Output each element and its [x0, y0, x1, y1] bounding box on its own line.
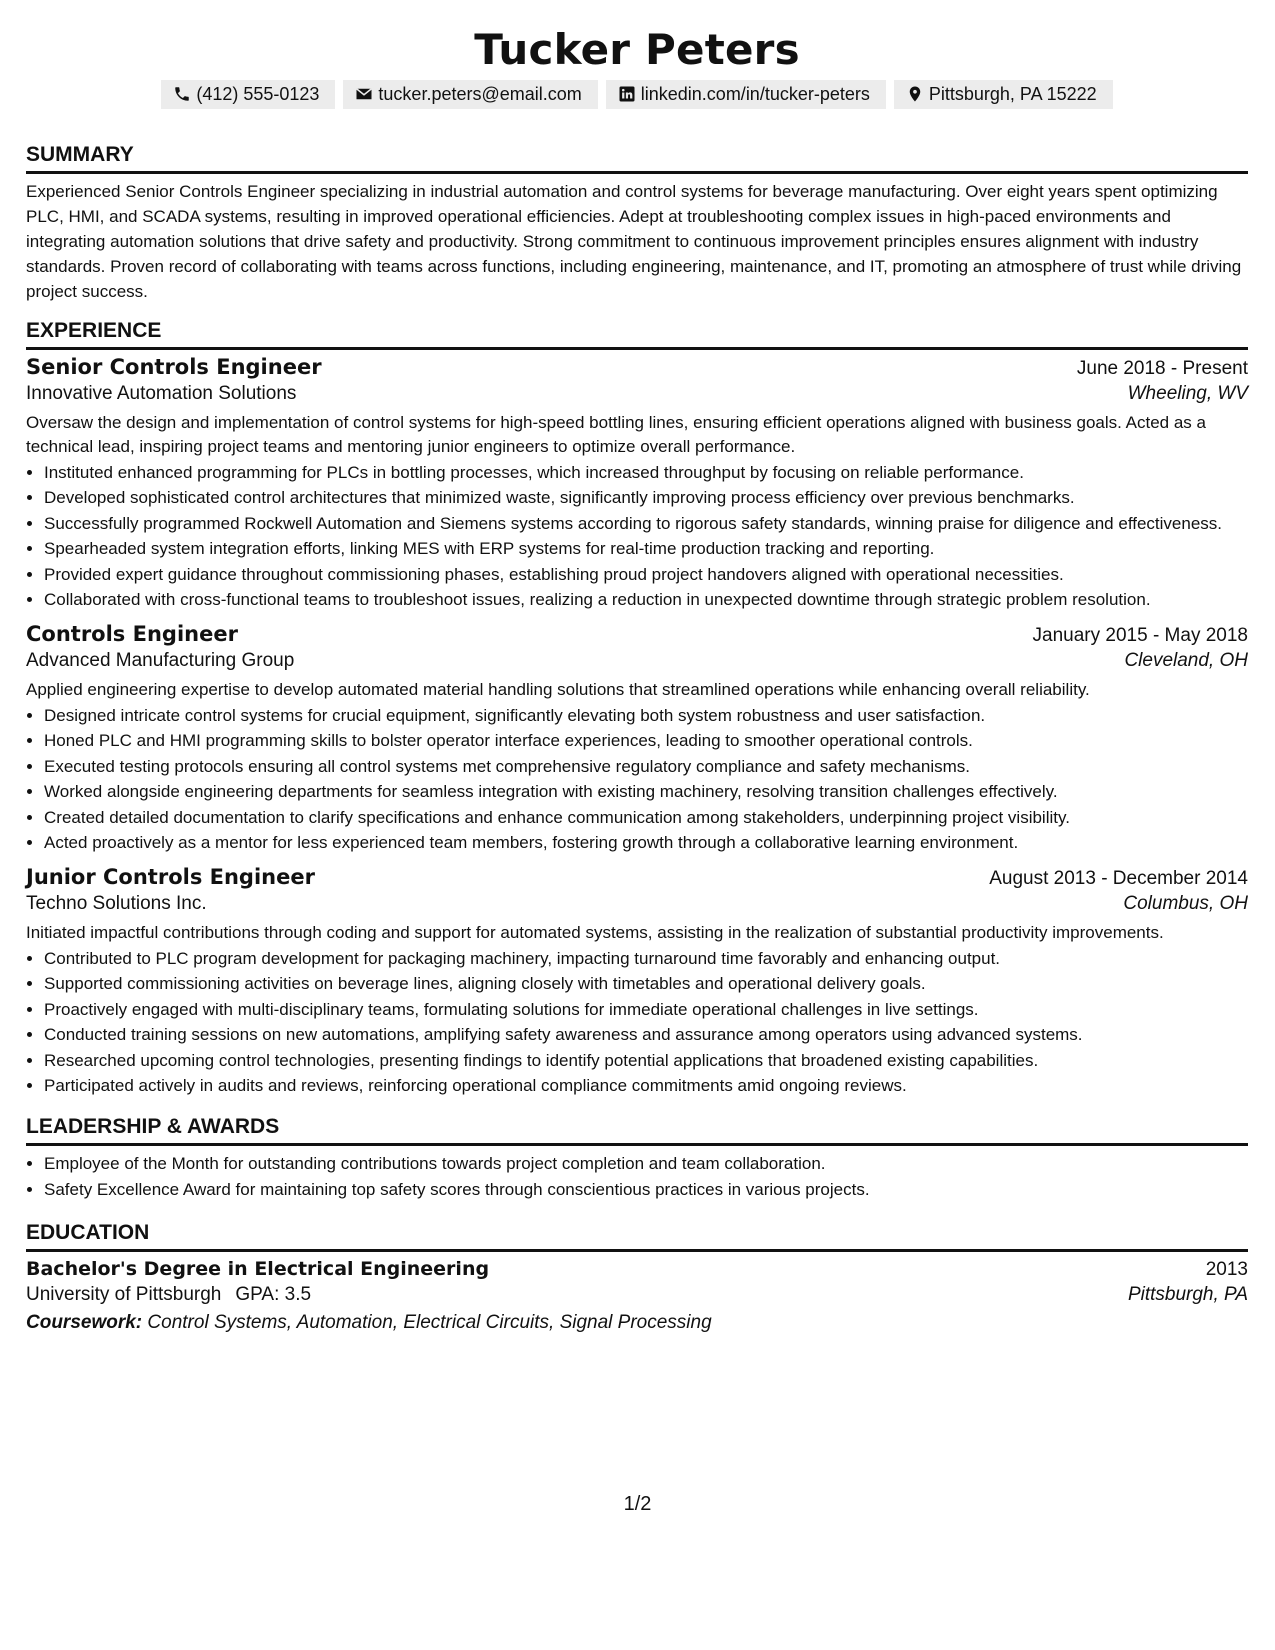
list-item: • Instituted enhanced programming for PLCs in bottling processes, which increased throughput by focusing on reliable performance.	[44, 461, 1248, 485]
job-title: Controls Engineer	[26, 622, 238, 646]
job-bullets	[26, 461, 1248, 613]
job-description: Applied engineering expertise to develop automated material handling solutions that streamlined operations while enhancing overall reliability.	[26, 680, 1090, 699]
contact-location	[894, 80, 1113, 109]
list-item: • Spearheaded system integration efforts, linking MES with ERP systems for real-time production tracking and reporting.	[44, 537, 1248, 561]
school-location: Pittsburgh, PA	[1127, 1283, 1248, 1305]
job-entry	[26, 622, 1248, 855]
job-bullets	[26, 704, 1248, 856]
school-line	[26, 1284, 311, 1306]
job-entry	[26, 865, 1248, 1098]
section-title-experience: EXPERIENCE	[26, 318, 1248, 350]
list-item: • Worked alongside engineering departments for seamless integration with existing machinery, resolving transition challenges effectively.	[44, 780, 1248, 804]
list-item: • Proactively engaged with multi-disciplinary teams, formulating solutions for immediate operational challenges in live settings.	[44, 998, 1248, 1022]
job-location: Columbus, OH	[1123, 893, 1248, 914]
school-name: University of Pittsburgh	[26, 1283, 222, 1305]
location-text: Pittsburgh, PA 15222	[928, 84, 1097, 104]
map-pin-icon	[906, 85, 924, 103]
list-item: • Acted proactively as a mentor for less experienced team members, fostering growth through a collaborative learning environment.	[44, 831, 1248, 855]
job-title: Senior Controls Engineer	[26, 355, 322, 379]
job-company: Advanced Manufacturing Group	[26, 650, 295, 671]
linkedin-icon	[618, 85, 636, 103]
candidate-name: Tucker Peters	[474, 25, 800, 74]
list-item: • Researched upcoming control technologies, presenting findings to identify potential applications that broadened existing capabilities.	[44, 1049, 1248, 1073]
list-item: • Successfully programmed Rockwell Automation and Siemens systems according to rigorous safety standards, winning praise for diligence and effectiveness.	[44, 512, 1248, 536]
job-description: Initiated impactful contributions through coding and support for automated systems, assisting in the realization of substantial productivity improvements.	[26, 923, 1164, 942]
list-item: • Supported commissioning activities on beverage lines, aligning closely with timetables and operational delivery goals.	[44, 972, 1248, 996]
job-title: Junior Controls Engineer	[26, 865, 315, 889]
experience-section	[26, 318, 1248, 1098]
job-company: Techno Solutions Inc.	[26, 893, 207, 914]
job-dates: June 2018 - Present	[1076, 358, 1248, 379]
phone-icon	[173, 85, 191, 103]
list-item: • Created detailed documentation to clarify specifications and enhance communication among stakeholders, underpinning project visibility.	[44, 806, 1248, 830]
job-bullets	[26, 947, 1248, 1099]
coursework-list: Control Systems, Automation, Electrical Circuits, Signal Processing	[147, 1311, 712, 1333]
list-item: • Contributed to PLC program development for packaging machinery, impacting turnaround time favorably and enhancing output.	[44, 947, 1248, 971]
job-dates: January 2015 - May 2018	[1032, 625, 1248, 646]
resume-page	[26, 0, 1248, 1334]
graduation-year: 2013	[1205, 1258, 1248, 1280]
job-entry	[26, 355, 1248, 612]
job-dates: August 2013 - December 2014	[989, 868, 1248, 889]
leadership-section	[26, 1114, 1248, 1202]
education-section	[26, 1220, 1248, 1334]
coursework-label: Coursework:	[26, 1311, 143, 1333]
contact-email[interactable]	[343, 80, 597, 109]
job-description: Oversaw the design and implementation of control systems for high-speed bottling lines, ensuring efficient operations aligned with business goals. Acted as a technical lead, inspiring project teams and mentoring junior engineers to optimize overall performance.	[26, 413, 1206, 456]
list-item: • Executed testing protocols ensuring all control systems met comprehensive regulatory compliance and safety mechanisms.	[44, 755, 1248, 779]
list-item: • Safety Excellence Award for maintaining top safety scores through conscientious practices in various projects.	[44, 1178, 1248, 1202]
job-company: Innovative Automation Solutions	[26, 383, 297, 404]
gpa: GPA: 3.5	[235, 1283, 312, 1305]
phone-text: (412) 555-0123	[196, 84, 320, 104]
list-item: • Employee of the Month for outstanding contributions towards project completion and team collaboration.	[44, 1152, 1248, 1176]
degree-title: Bachelor's Degree in Electrical Engineering	[26, 1257, 490, 1280]
section-title-summary: SUMMARY	[26, 142, 1248, 174]
envelope-icon	[355, 85, 373, 103]
contact-linkedin[interactable]	[606, 80, 886, 109]
list-item: • Honed PLC and HMI programming skills to bolster operator interface experiences, leading to smoother operational controls.	[44, 729, 1248, 753]
coursework-line	[26, 1312, 1248, 1334]
list-item: • Developed sophisticated control architectures that minimized waste, significantly improving process efficiency over previous benchmarks.	[44, 486, 1248, 510]
linkedin-text: linkedin.com/in/tucker-peters	[640, 84, 870, 104]
contact-bar	[26, 80, 1248, 109]
section-title-leadership: LEADERSHIP & AWARDS	[26, 1114, 1248, 1146]
job-location: Wheeling, WV	[1127, 383, 1248, 404]
job-location: Cleveland, OH	[1124, 650, 1248, 671]
page-number: 1/2	[623, 1493, 652, 1515]
contact-phone[interactable]	[161, 80, 335, 109]
list-item: • Participated actively in audits and reviews, reinforcing operational compliance commitments amid ongoing reviews.	[44, 1074, 1248, 1098]
summary-text: Experienced Senior Controls Engineer specializing in industrial automation and control systems for beverage manufacturing. Over eight years spent optimizing PLC, HMI, and SCADA systems, resulting in improved operational efficiencies. Adept at troubleshooting complex issues in high-paced environments and integrating automation solutions that drive safety and productivity. Strong commitment to continuous improvement principles ensures alignment with industry standards. Proven record of collaborating with teams across functions, including engineering, maintenance, and IT, promoting an atmosphere of trust while driving project success.	[26, 182, 1242, 301]
list-item: • Conducted training sessions on new automations, amplifying safety awareness and assurance among operators using advanced systems.	[44, 1023, 1248, 1047]
awards-list	[26, 1152, 1248, 1202]
section-title-education: EDUCATION	[26, 1220, 1248, 1252]
list-item: • Collaborated with cross-functional teams to troubleshoot issues, realizing a reduction in unexpected downtime through strategic problem resolution.	[44, 588, 1248, 612]
list-item: • Designed intricate control systems for crucial equipment, significantly elevating both system robustness and user satisfaction.	[44, 704, 1248, 728]
email-text: tucker.peters@email.com	[378, 84, 582, 104]
list-item: • Provided expert guidance throughout commissioning phases, establishing proud project handovers aligned with operational necessities.	[44, 563, 1248, 587]
summary-section	[26, 142, 1248, 304]
